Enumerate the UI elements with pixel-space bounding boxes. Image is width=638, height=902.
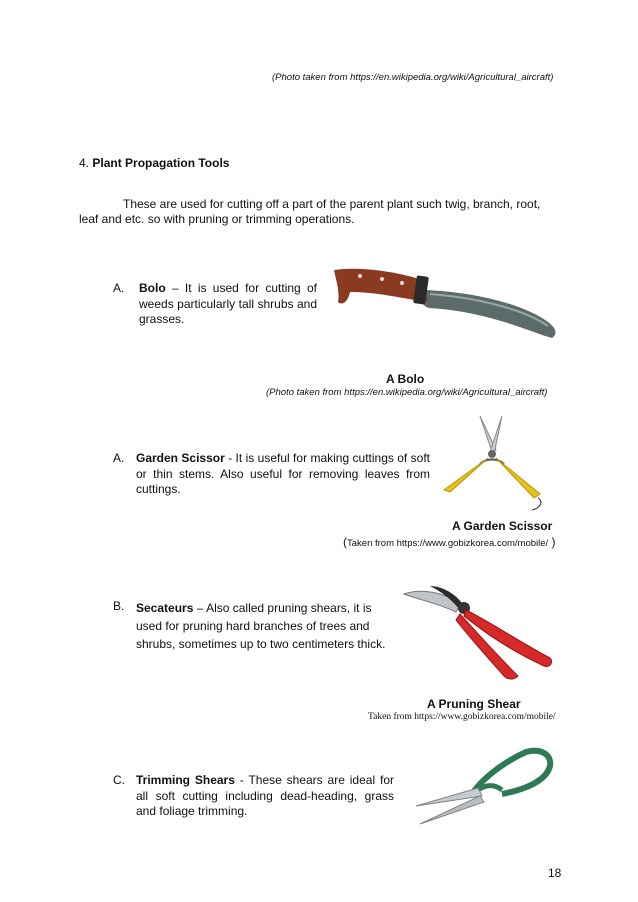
item-text-line-1: Also called pruning shears, it is (206, 601, 372, 615)
bolo-machete-image (330, 262, 560, 347)
pruning-shear-caption: A Pruning Shear (427, 697, 521, 711)
top-photo-credit: (Photo taken from https://en.wikipedia.org/wiki/Agricultural_aircraft) (272, 72, 554, 83)
item-name: Bolo (139, 281, 166, 295)
item-text: It is used for cutting of weeds particularly tall shrubs and grasses. (139, 281, 317, 326)
item-separator: – (193, 601, 207, 615)
item-separator: - (234, 773, 249, 787)
section-number: 4. (79, 156, 90, 170)
item-separator: – (165, 281, 185, 295)
item-text: It is useful for making cuttings of soft or thin stems. Also useful for removing leaves from cuttings. (136, 451, 430, 496)
item-text-line-3: shrubs, sometimes up to two centimeters thick. (136, 637, 386, 651)
trimming-shears-image (412, 746, 560, 836)
item-name: Trimming Shears (136, 773, 235, 787)
item-separator: - (224, 451, 236, 465)
secateurs-description (136, 599, 385, 653)
bolo-caption: A Bolo (386, 372, 425, 386)
bolo-photo-credit: (Photo taken from https://en.wikipedia.org/wiki/Agricultural_aircraft) (266, 387, 548, 398)
section-heading (79, 156, 229, 172)
pruning-shear-image (400, 582, 560, 682)
item-name: Garden Scissor (136, 451, 225, 465)
credit-text: Taken from https://www.gobizkorea.com/mobile/ (347, 538, 549, 549)
item-letter: A. (113, 451, 125, 465)
section-title: Plant Propagation Tools (92, 156, 230, 170)
item-text: These shears are ideal for all soft cutting including dead-heading, grass and foliage trimming. (136, 773, 394, 818)
bolo-description (139, 281, 317, 328)
page-number: 18 (548, 866, 562, 880)
item-letter: B. (113, 599, 125, 613)
garden-scissor-photo-credit (343, 535, 556, 549)
credit-close-paren: ) (548, 535, 556, 549)
garden-scissor-description (136, 451, 430, 498)
intro-line-1: These are used for cutting off a part of the parent plant such twig, branch, root, (123, 197, 541, 211)
item-letter: C. (113, 773, 125, 787)
pruning-shear-photo-credit: Taken from https://www.gobizkorea.com/mobile/ (368, 712, 556, 722)
item-letter: A. (113, 281, 125, 295)
item-text-line-2: used for pruning hard branches of trees and (136, 619, 370, 633)
garden-scissor-image (440, 412, 550, 512)
trimming-shears-description (136, 773, 394, 820)
item-name: Secateurs (136, 601, 194, 615)
intro-line-2: leaf and etc. so with pruning or trimming operations. (79, 212, 355, 226)
credit-open-paren: ( (343, 535, 347, 549)
garden-scissor-caption: A Garden Scissor (452, 519, 553, 533)
